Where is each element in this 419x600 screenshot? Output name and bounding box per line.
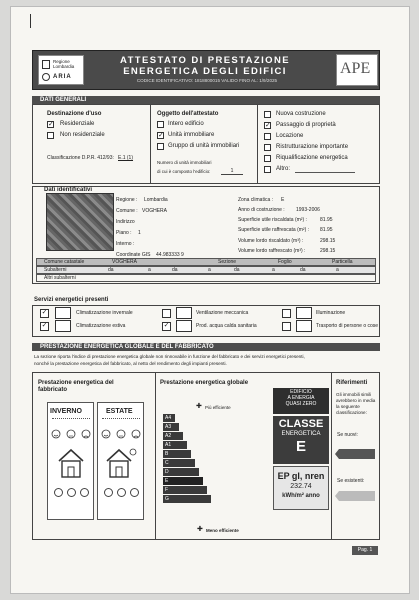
- altri-subalterni-row: [36, 274, 376, 282]
- clim-estiva-checkbox[interactable]: ✓: [41, 322, 48, 329]
- snowflake-icon: [55, 320, 71, 332]
- unita-immobiliare-checkbox[interactable]: ✓: [158, 132, 164, 139]
- dial-icon: [54, 488, 63, 497]
- catasto-header-row: [36, 258, 376, 266]
- riqualificazione-checkbox[interactable]: [264, 155, 271, 162]
- destinazione-title: Destinazione d'uso: [47, 111, 102, 117]
- non-residenziale-checkbox[interactable]: [47, 132, 54, 139]
- intero-edificio-checkbox[interactable]: [157, 121, 164, 128]
- energy-class-box: CLASSE ENERGETICA E: [273, 416, 329, 464]
- ep-value: 232.74: [290, 483, 312, 490]
- residenziale-checkbox[interactable]: ✓: [48, 121, 54, 128]
- inverno-label: INVERNO: [50, 408, 82, 415]
- arrow-up-icon: ✚: [196, 403, 202, 410]
- section-dati-generali: DATI GENERALI: [32, 96, 380, 104]
- ape-logo: APE: [336, 54, 378, 86]
- ep-box: EP gl, nren 232.74 kWh/m² anno: [273, 466, 329, 510]
- dial-icon: [80, 488, 89, 497]
- dial-icon: [130, 488, 139, 497]
- trasporto-checkbox[interactable]: [282, 322, 291, 331]
- servizi-title: Servizi energetici presenti: [34, 297, 109, 303]
- oggetto-title: Oggetto dell'attestato: [157, 111, 219, 117]
- document-title: ATTESTATO DI PRESTAZIONE ENERGETICA DEGLI EDIFICI: [120, 55, 290, 77]
- passaggio-proprieta-checkbox[interactable]: ✓: [265, 122, 271, 129]
- building-photo: [46, 193, 114, 251]
- code-line: CODICE IDENTIFICATIVO: 1818800015 VALIDO FINO AL: 1/9/2025: [136, 78, 278, 83]
- radiator-icon: [55, 307, 71, 319]
- reference-existing-arrow: [335, 491, 375, 501]
- section-prestazione: PRESTAZIONE ENERGETICA GLOBALE E DEL FABBRICATO: [32, 343, 380, 351]
- nuova-costruzione-checkbox[interactable]: [264, 111, 271, 118]
- page-number: Pag. 1: [352, 546, 378, 555]
- ristrutturazione-checkbox[interactable]: [264, 144, 271, 151]
- aria-logo: ARIA: [53, 74, 72, 80]
- altro-checkbox[interactable]: [264, 166, 271, 173]
- house-summer-icon: [104, 446, 138, 480]
- clim-invernale-checkbox[interactable]: ✓: [41, 309, 48, 316]
- estate-label: ESTATE: [106, 408, 133, 415]
- nzeb-box: EDIFICIO A ENERGIA QUASI ZERO: [273, 388, 329, 414]
- dial-icon: [104, 488, 113, 497]
- elevator-icon: [296, 320, 312, 332]
- house-winter-icon: [56, 446, 86, 480]
- scan-mark: [30, 14, 31, 28]
- arrow-down-icon: ✚: [197, 526, 203, 533]
- region-logo: Regione Lombardia ARIA: [38, 55, 84, 85]
- gruppo-unita-checkbox[interactable]: [157, 143, 164, 150]
- tap-icon: [176, 320, 192, 332]
- reference-new-arrow: [335, 449, 375, 459]
- dati-identificativi-title: Dati identificativi: [44, 187, 93, 193]
- ventilazione-checkbox[interactable]: [162, 309, 171, 318]
- fan-icon: [176, 307, 192, 319]
- dial-icon: [117, 488, 126, 497]
- dial-icon: [67, 488, 76, 497]
- acqua-calda-checkbox[interactable]: ✓: [163, 322, 170, 329]
- subalterni-row: [36, 266, 376, 274]
- energy-class-value: E: [295, 438, 306, 455]
- bulb-icon: [296, 307, 312, 319]
- locazione-checkbox[interactable]: [264, 133, 271, 140]
- illuminazione-checkbox[interactable]: [282, 309, 291, 318]
